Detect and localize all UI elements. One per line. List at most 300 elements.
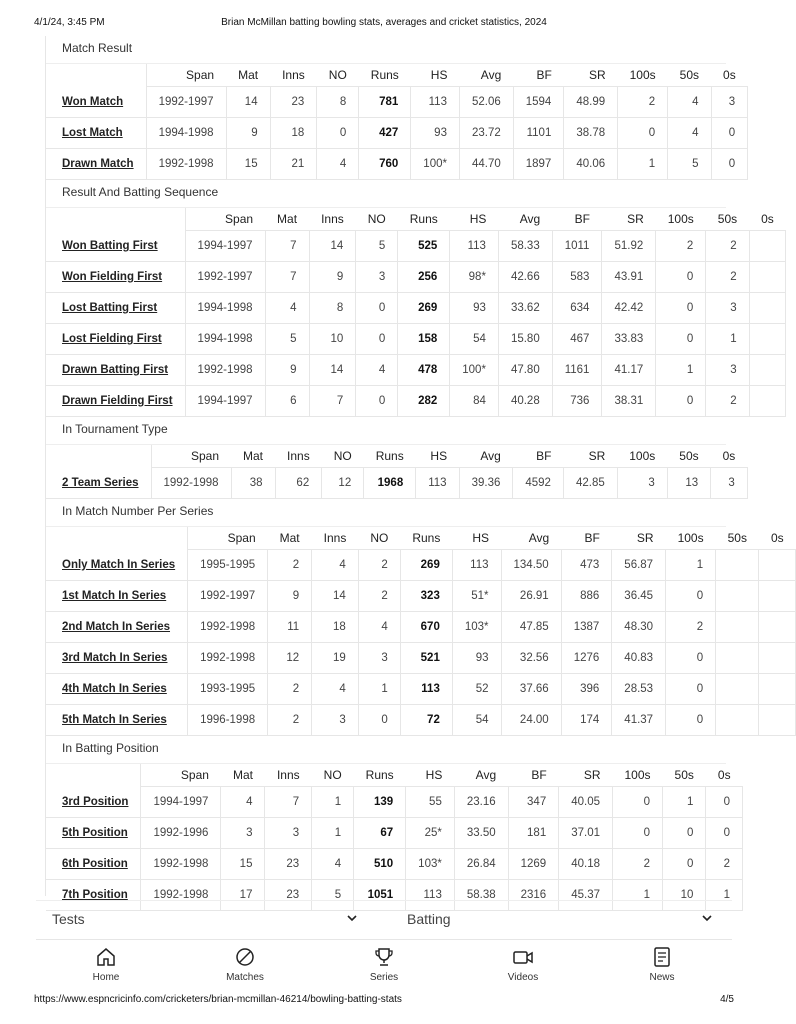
stat-cell: 56.87 [612,550,666,581]
stat-cell: 781 [359,87,411,118]
stat-cell: 45.37 [559,880,613,911]
column-header: SR [563,445,617,468]
row-label-cell [46,355,185,386]
stat-cell: 14 [312,581,359,612]
stat-cell: 10 [663,880,706,911]
table-row [46,386,786,417]
stat-cell: 23 [265,880,312,911]
stat-cell: 0 [613,818,663,849]
stat-cell: 9 [268,581,312,612]
stat-cell [716,674,759,705]
stat-cell: 25* [406,818,455,849]
stat-cell: 0 [666,643,716,674]
stat-cell: 1994-1998 [185,293,265,324]
row-label-link[interactable]: 5th Position [62,827,128,839]
table-row [46,849,743,880]
row-label-link[interactable]: Won Fielding First [62,271,163,283]
stat-cell: 3 [617,468,667,499]
stat-cell: 139 [354,787,406,818]
stat-cell [749,386,786,417]
stat-cell: 1994-1998 [146,118,226,149]
stat-cell: 47.85 [501,612,561,643]
column-header: 0s [706,764,743,787]
stat-cell: 113 [400,674,452,705]
stats-table [46,208,786,417]
stat-cell: 9 [309,262,356,293]
stat-cell: 0 [618,118,668,149]
stat-cell: 51* [452,581,501,612]
column-header: Mat [221,764,265,787]
stat-cell: 51.92 [602,231,656,262]
stat-cell: 2 [358,581,400,612]
stat-cell: 3 [265,818,312,849]
table-row [46,468,747,499]
tab-videos[interactable] [483,944,563,983]
stat-cell: 5 [356,231,398,262]
type-select[interactable] [407,901,717,939]
stat-cell: 3 [711,468,748,499]
row-label-cell [46,612,188,643]
section-title: Result And Batting Sequence [46,180,726,208]
stat-cell [749,231,786,262]
column-header: Inns [309,208,356,231]
row-label-cell [46,674,188,705]
column-header: 0s [749,208,786,231]
stat-cell: 43.91 [602,262,656,293]
section-title: In Tournament Type [46,417,726,445]
stat-cell: 1968 [364,468,416,499]
label-column-header [46,527,188,550]
row-label-link[interactable]: Lost Batting First [62,302,158,314]
stat-cell: 174 [561,705,612,736]
stat-cell: 0 [356,324,398,355]
row-label-cell [46,324,185,355]
stat-cell: 72 [400,705,452,736]
stats-table [46,445,748,499]
stat-cell: 736 [552,386,602,417]
table-row [46,818,743,849]
stat-cell: 4 [312,849,354,880]
stat-cell: 282 [398,386,450,417]
stat-cell: 0 [666,581,716,612]
stat-cell [749,262,786,293]
stat-cell [716,612,759,643]
stat-cell: 9 [226,118,270,149]
column-header: Inns [265,764,312,787]
stat-cell: 0 [663,818,706,849]
stat-cell: 12 [322,468,364,499]
stat-cell: 4 [356,355,398,386]
stat-cell: 98* [450,262,499,293]
stat-cell: 38.78 [564,118,618,149]
stat-cell: 0 [656,293,706,324]
row-label-cell [46,468,151,499]
stat-cell: 47.80 [498,355,552,386]
column-header: 100s [666,527,716,550]
column-header: HS [450,208,499,231]
stat-cell: 510 [354,849,406,880]
stat-cell: 7 [265,231,309,262]
table-row [46,355,786,386]
matches-icon [234,946,256,968]
table-row [46,231,786,262]
stat-cell: 6 [265,386,309,417]
print-title: Brian McMillan batting bowling stats, averages and cricket statistics, 2024 [221,17,547,28]
stat-cell: 0 [317,118,359,149]
stat-cell: 3 [706,293,749,324]
section-title: In Batting Position [46,736,726,764]
stat-cell: 62 [275,468,322,499]
stat-cell: 4 [358,612,400,643]
row-label-link[interactable]: Drawn Batting First [62,364,169,376]
row-label-link[interactable]: 6th Position [62,858,128,870]
column-header: HS [452,527,501,550]
row-label-link[interactable]: 4th Match In Series [62,683,167,695]
stat-cell: 52.06 [459,87,513,118]
stat-cell: 54 [452,705,501,736]
stat-cell: 0 [706,787,743,818]
stat-cell: 583 [552,262,602,293]
stat-cell: 9 [265,355,309,386]
stat-cell: 93 [411,118,460,149]
row-label-cell [46,386,185,417]
stat-cell: 42.85 [563,468,617,499]
stat-cell: 93 [452,643,501,674]
trophy-icon [373,946,395,968]
stat-cell: 93 [450,293,499,324]
stat-cell [759,643,796,674]
stat-cell [716,643,759,674]
stat-cell [716,550,759,581]
stat-cell: 396 [561,674,612,705]
stat-cell: 1 [312,787,354,818]
stat-cell: 52 [452,674,501,705]
stat-cell: 4 [317,149,359,180]
tab-series[interactable] [344,944,424,983]
column-header: 50s [716,527,759,550]
stat-cell: 1994-1997 [185,386,265,417]
column-header: NO [317,64,359,87]
table-row [46,149,748,180]
stat-cell: 113 [416,468,459,499]
column-header: 50s [706,208,749,231]
row-label-cell [46,87,146,118]
stat-cell: 33.83 [602,324,656,355]
row-label-link[interactable]: 7th Position [62,889,128,901]
stat-cell: 24.00 [501,705,561,736]
home-icon [95,946,117,968]
stat-cell: 7 [309,386,356,417]
stat-cell: 8 [317,87,359,118]
stat-cell: 1 [656,355,706,386]
stat-cell: 181 [508,818,559,849]
print-header [0,0,768,36]
stat-cell: 427 [359,118,411,149]
stat-cell: 2 [358,550,400,581]
stat-cell: 634 [552,293,602,324]
stat-cell: 113 [411,87,460,118]
stat-cell: 41.17 [602,355,656,386]
stat-cell: 14 [309,355,356,386]
row-label-cell [46,118,146,149]
stat-cell: 54 [450,324,499,355]
stat-cell: 18 [270,118,317,149]
stat-cell [716,705,759,736]
stat-cell: 1161 [552,355,602,386]
table-row [46,581,796,612]
tab-label: Series [369,972,399,983]
stat-cell: 269 [400,550,452,581]
row-label-link[interactable]: Only Match In Series [62,558,176,571]
stat-cell: 269 [398,293,450,324]
stat-cell: 2 [706,849,743,880]
column-header: Mat [231,445,275,468]
column-header: Span [146,64,226,87]
stat-cell: 2 [268,674,312,705]
stat-cell: 1 [618,149,668,180]
column-header: BF [513,64,564,87]
stat-cell: 33.50 [454,818,508,849]
stat-cell: 100* [450,355,499,386]
stat-cell: 1992-1998 [141,849,221,880]
stat-cell: 0 [356,293,398,324]
stat-cell: 36.45 [612,581,666,612]
stat-cell: 5 [668,149,711,180]
stat-cell: 1269 [508,849,559,880]
stat-cell: 37.01 [559,818,613,849]
stat-cell: 103* [406,849,455,880]
tab-matches[interactable] [205,944,285,983]
row-label-link[interactable]: Drawn Match [62,158,134,170]
stats-table [46,527,796,736]
stat-cell: 23.16 [454,787,508,818]
stat-cell: 48.30 [612,612,666,643]
column-header: 50s [667,445,710,468]
stat-cell: 1994-1998 [185,324,265,355]
tab-news[interactable] [622,944,702,983]
table-row [46,612,796,643]
table-row [46,293,786,324]
column-header: Runs [398,208,450,231]
row-label-cell [46,550,188,581]
stat-cell: 39.36 [459,468,513,499]
row-label-cell [46,705,188,736]
stat-cell: 1101 [513,118,564,149]
label-column-header [46,764,141,787]
format-select-value: Tests [52,911,85,927]
stat-cell: 37.66 [501,674,561,705]
row-label-cell [46,787,141,818]
stat-cell: 7 [265,787,312,818]
stat-cell: 347 [508,787,559,818]
stat-cell: 4 [312,674,359,705]
column-header: 100s [656,208,706,231]
column-header: Span [185,208,265,231]
stat-cell: 84 [450,386,499,417]
column-header: BF [508,764,559,787]
stat-cell: 40.06 [564,149,618,180]
column-header: SR [612,527,666,550]
stat-cell: 2 [268,705,312,736]
row-label-cell [46,849,141,880]
stat-cell: 5 [312,880,354,911]
column-header: 0s [759,527,796,550]
column-header: SR [564,64,618,87]
stat-cell: 4 [221,787,265,818]
column-header: Mat [268,527,312,550]
label-column-header [46,64,146,87]
table-row [46,674,796,705]
stat-cell: 1011 [552,231,602,262]
print-url: https://www.espncricinfo.com/cricketers/brian-mcmillan-46214/bowling-batting-stats [34,994,402,1005]
stat-cell: 23 [265,849,312,880]
type-select-value: Batting [407,911,451,927]
column-header: Runs [354,764,406,787]
stat-cell: 3 [221,818,265,849]
stat-cell: 38.31 [602,386,656,417]
stat-cell: 1 [663,787,706,818]
stat-cell: 1 [666,550,716,581]
column-header: Inns [312,527,359,550]
row-label-link[interactable]: Lost Match [62,127,123,139]
stat-cell [716,581,759,612]
stat-cell: 3 [711,87,748,118]
column-header: Avg [459,445,513,468]
stat-cell: 2 [618,87,668,118]
row-label-cell [46,149,146,180]
stat-cell: 18 [312,612,359,643]
stat-cell: 4 [668,87,711,118]
stat-cell: 1276 [561,643,612,674]
row-label-link[interactable]: Won Match [62,95,124,108]
stat-cell: 21 [270,149,317,180]
stats-table [46,764,743,911]
column-header: NO [356,208,398,231]
row-label-link[interactable]: 3rd Position [62,795,129,808]
row-label-link[interactable]: 1st Match In Series [62,590,167,602]
row-label-link[interactable]: Won Batting First [62,239,158,252]
stat-cell: 1994-1997 [141,787,221,818]
column-header: Avg [498,208,552,231]
column-header: BF [513,445,564,468]
stat-cell: 0 [711,149,748,180]
row-label-link[interactable]: 2 Team Series [62,476,139,489]
stat-cell: 19 [312,643,359,674]
column-header: HS [411,64,460,87]
stat-cell: 113 [406,880,455,911]
column-header: Inns [275,445,322,468]
stat-cell: 525 [398,231,450,262]
stat-cell: 467 [552,324,602,355]
row-label-link[interactable]: 3rd Match In Series [62,652,168,664]
row-label-cell [46,231,185,262]
stat-cell: 42.42 [602,293,656,324]
stat-cell: 521 [400,643,452,674]
column-header: 100s [613,764,663,787]
column-header: HS [406,764,455,787]
stat-cell: 40.05 [559,787,613,818]
video-icon [512,946,534,968]
column-header: 50s [668,64,711,87]
stat-cell: 1992-1997 [185,262,265,293]
stat-cell: 8 [309,293,356,324]
stat-cell: 134.50 [501,550,561,581]
stats-content[interactable] [45,36,784,901]
table-row [46,787,743,818]
stat-cell: 0 [666,705,716,736]
row-label-link[interactable]: Lost Fielding First [62,333,162,345]
format-select[interactable] [52,901,362,939]
stat-cell: 14 [226,87,270,118]
stat-cell: 100* [411,149,460,180]
stat-cell: 886 [561,581,612,612]
column-header: SR [559,764,613,787]
section-title: Match Result [46,36,726,64]
stat-cell: 1992-1998 [185,355,265,386]
tab-label: News [649,972,675,983]
column-header: 100s [617,445,667,468]
stat-cell: 4592 [513,468,564,499]
stat-cell [759,612,796,643]
column-header: Avg [454,764,508,787]
stat-cell: 4 [668,118,711,149]
column-header: 50s [663,764,706,787]
stat-cell: 26.91 [501,581,561,612]
stat-cell: 2 [613,849,663,880]
stat-cell: 15 [221,849,265,880]
column-header: Inns [270,64,317,87]
stat-cell: 15.80 [498,324,552,355]
stat-cell: 55 [406,787,455,818]
stat-cell: 0 [706,818,743,849]
stat-cell: 32.56 [501,643,561,674]
stat-cell: 10 [309,324,356,355]
stat-cell: 1992-1997 [146,87,226,118]
stat-cell: 26.84 [454,849,508,880]
column-header: Span [188,527,268,550]
stat-cell: 3 [356,262,398,293]
stat-cell: 670 [400,612,452,643]
stat-cell: 0 [356,386,398,417]
stat-cell: 40.18 [559,849,613,880]
stat-cell: 473 [561,550,612,581]
column-header: Span [141,764,221,787]
stat-cell [759,581,796,612]
stat-cell: 1994-1997 [185,231,265,262]
stat-cell: 1992-1998 [188,612,268,643]
stat-cell: 38 [231,468,275,499]
stat-cell: 23 [270,87,317,118]
column-header: Span [151,445,231,468]
stat-cell: 4 [265,293,309,324]
stat-cell: 3 [706,355,749,386]
column-header: NO [358,527,400,550]
stat-cell: 23.72 [459,118,513,149]
stat-cell [759,674,796,705]
stat-cell: 1992-1996 [141,818,221,849]
stat-cell: 17 [221,880,265,911]
row-label-link[interactable]: 5th Match In Series [62,714,167,726]
row-label-link[interactable]: 2nd Match In Series [62,621,171,633]
column-header: Runs [359,64,411,87]
tab-home[interactable] [66,944,146,983]
stat-cell: 67 [354,818,406,849]
table-row [46,705,796,736]
column-header: BF [552,208,602,231]
column-header: Mat [265,208,309,231]
stat-cell: 3 [358,643,400,674]
row-label-link[interactable]: Drawn Fielding First [62,395,173,407]
